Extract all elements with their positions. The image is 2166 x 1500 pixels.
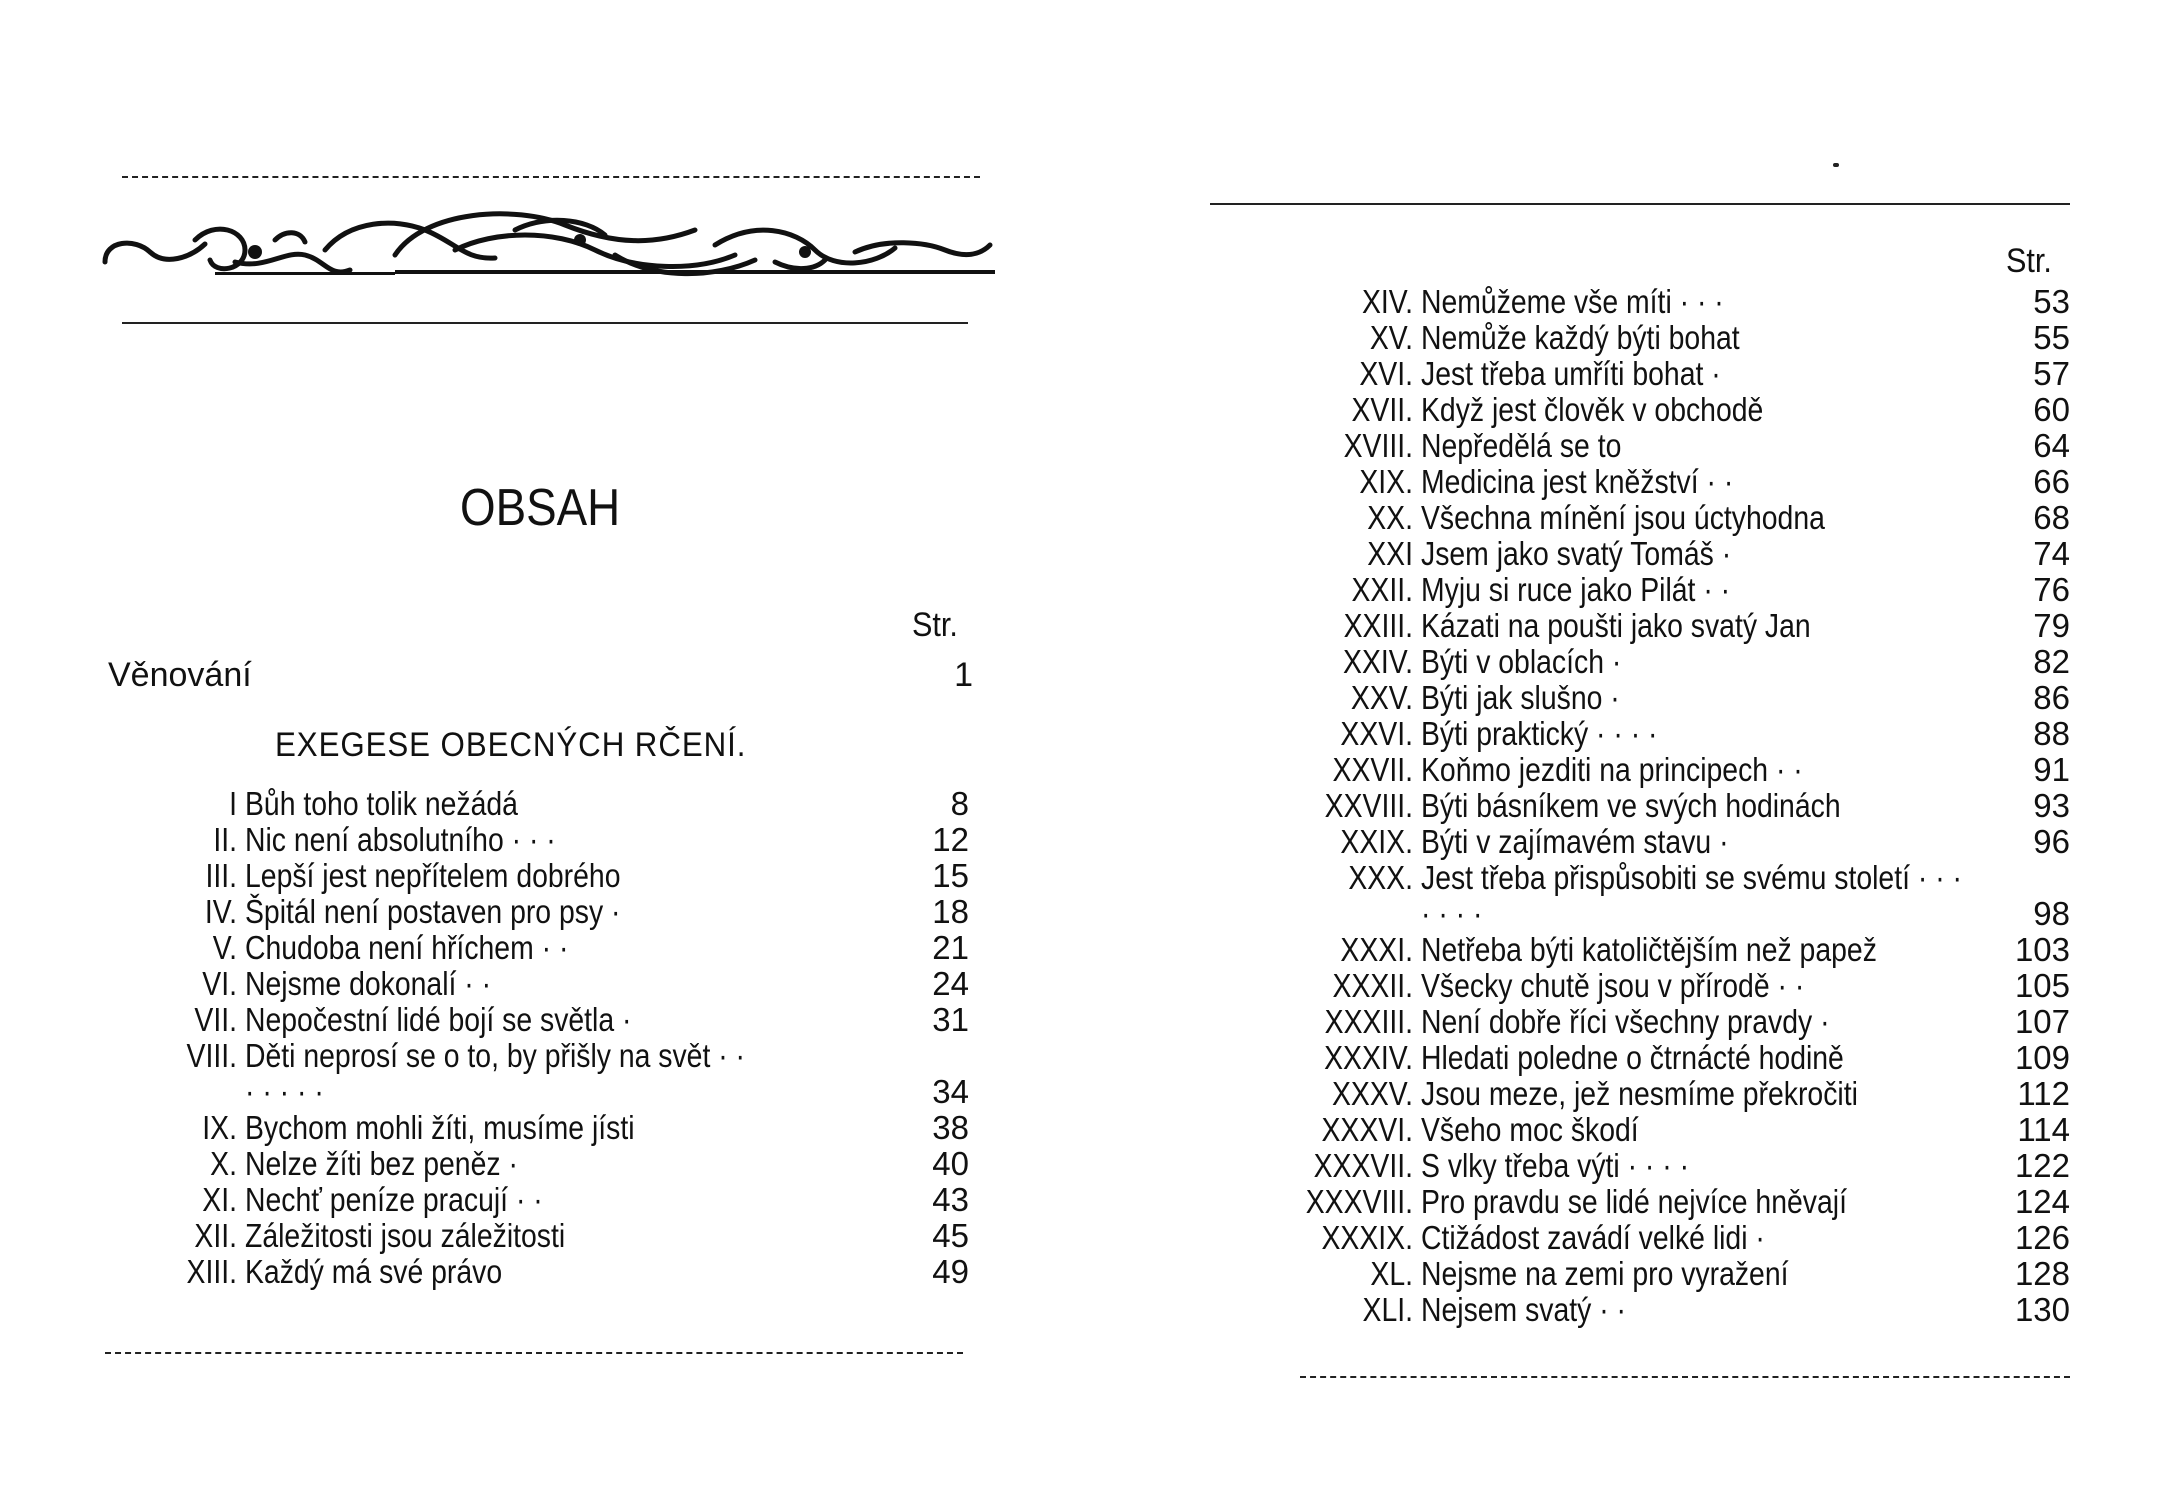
chapter-title: Myju si ruce jako Pilát · · [1421,571,1731,608]
page-number: 55 [2033,319,2070,356]
page-number: 34 [932,1073,969,1110]
toc-entry [65,1110,969,1146]
toc-entry [1083,680,2070,716]
page-number: 57 [2033,355,2070,392]
page-column-heading: Str. [2006,242,2052,280]
chapter-title: Nejsme dokonalí · · [245,965,492,1002]
page-number: 107 [2014,1003,2070,1040]
chapter-title: Když jest člověk v obchodě [1421,391,1764,428]
chapter-title: Špitál není postaven pro psy · [245,893,621,930]
chapter-number: XVI. [1359,355,1413,392]
chapter-number: XXXVI. [1321,1111,1413,1148]
toc-entry [1083,608,2070,644]
toc-entry [65,1254,969,1290]
chapter-number: XV. [1369,319,1413,356]
toc-entry [65,1002,969,1038]
chapter-title: Nemůžeme vše míti · · · [1421,283,1724,320]
page-number: 126 [2014,1219,2070,1256]
toc-entry [65,1038,969,1110]
chapter-title: S vlky třeba výti · · · · [1421,1147,1690,1184]
chapter-title: Nemůže každý býti bohat [1421,319,1740,356]
toc-entry [65,822,969,858]
page-number: 109 [2014,1039,2070,1076]
chapter-title: Kázati na poušti jako svatý Jan [1421,607,1811,644]
page-number: 130 [2014,1291,2070,1328]
chapter-title: Nepředělá se to [1421,427,1622,464]
toc-entry [65,786,969,822]
page-number: 93 [2033,787,2070,824]
toc-entry [1083,752,2070,788]
chapter-title: Lepší jest nepřítelem dobrého [245,857,621,894]
chapter-number: XL. [1370,1255,1413,1292]
chapter-title: Každý má své právo [245,1253,503,1290]
chapter-number: XXXIX. [1321,1219,1413,1256]
ornament-bottom-rule [122,322,968,324]
chapter-number: XXV. [1350,679,1413,716]
dedication-entry [108,656,973,695]
page-number: 124 [2014,1183,2070,1220]
ornament-vignette [95,200,995,300]
page-number: 12 [932,821,969,858]
page-number: 49 [932,1253,969,1290]
toc-entry [1083,284,2070,320]
chapter-number: XXXVIII. [1305,1183,1413,1220]
toc-entry [1083,1112,2070,1148]
chapter-number: I [229,785,237,822]
chapter-number: XVII. [1351,391,1413,428]
chapter-number: IX. [202,1109,237,1146]
page-number: 88 [2033,715,2070,752]
chapter-number: XXVI. [1340,715,1413,752]
toc-entry [1083,788,2070,824]
print-speck [1833,163,1839,167]
page-number: 45 [932,1217,969,1254]
chapter-title: Není dobře říci všechny pravdy · [1421,1003,1830,1040]
page-number: 74 [2033,535,2070,572]
toc-entry [65,1146,969,1182]
page-number: 40 [932,1145,969,1182]
page-number: 31 [932,1001,969,1038]
chapter-number: XIX. [1359,463,1413,500]
section-title: EXEGESE OBECNÝCH RČENÍ. [275,726,747,764]
chapter-title: Ctižádost zavádí velké lidi · [1421,1219,1765,1256]
page-number: 68 [2033,499,2070,536]
chapter-number: VI. [202,965,237,1002]
chapter-title: Býti v zajímavém stavu · [1421,823,1729,860]
bottom-rule [1300,1376,2070,1378]
chapter-number: XVIII. [1343,427,1413,464]
page-number: 86 [2033,679,2070,716]
chapter-number: XIV. [1361,283,1413,320]
chapter-number: XXXV. [1331,1075,1413,1112]
chapter-title: Netřeba býti katoličtějším než papež [1421,931,1877,968]
chapter-number: XXVIII. [1324,787,1413,824]
chapter-title: Býti v oblacích · [1421,643,1622,680]
chapter-number: III. [205,857,237,894]
chapter-number: XXX. [1348,859,1413,896]
toc-entry [1083,500,2070,536]
toc-entry [1083,1004,2070,1040]
toc-entry [1083,1292,2070,1328]
toc-entry [65,858,969,894]
toc-list-left [65,786,969,1290]
page-number: 24 [932,965,969,1002]
page-number: 76 [2033,571,2070,608]
chapter-title: Nejsem svatý · · [1421,1291,1627,1328]
chapter-number: XXI [1367,535,1413,572]
toc-entry [65,930,969,966]
chapter-title: Koňmo jezditi na principech · · [1421,751,1803,788]
page-number: 103 [2014,931,2070,968]
toc-entry [1083,356,2070,392]
toc-entry [1083,1184,2070,1220]
dedication-label: Věnování [108,656,252,694]
toc-entry [1083,572,2070,608]
toc-entry [1083,1220,2070,1256]
toc-entry [1083,716,2070,752]
chapter-title: Jsem jako svatý Tomáš · [1421,535,1732,572]
toc-entry [1083,860,2070,932]
page-number: 114 [2017,1111,2070,1148]
page-number: 15 [932,857,969,894]
chapter-title: Nechť peníze pracují · · [245,1181,543,1218]
toc-entry [1083,392,2070,428]
page-number: 128 [2014,1255,2070,1292]
toc-entry [1083,428,2070,464]
toc-entry [1083,320,2070,356]
chapter-title: Nelze žíti bez peněz · [245,1145,518,1182]
page-number: 18 [932,893,969,930]
chapter-title: Medicina jest kněžství · · [1421,463,1734,500]
page-title: OBSAH [460,479,621,537]
chapter-title: Záležitosti jsou záležitosti [245,1217,566,1254]
toc-entry [1083,824,2070,860]
page-number: 53 [2033,283,2070,320]
page-number: 38 [932,1109,969,1146]
chapter-title: Nejsme na zemi pro vyražení [1421,1255,1789,1292]
toc-entry [1083,1256,2070,1292]
toc-entry [1083,536,2070,572]
toc-entry [1083,464,2070,500]
chapter-title: Chudoba není hříchem · · [245,929,569,966]
page-number: 91 [2033,751,2070,788]
top-rule [1210,203,2070,205]
chapter-title: Děti neprosí se o to, by přišly na svět · · · · · · · [245,1037,746,1110]
page-number: 64 [2033,427,2070,464]
chapter-number: XXVII. [1332,751,1413,788]
chapter-title: Všechna mínění jsou úctyhodna [1421,499,1825,536]
page-number: 82 [2033,643,2070,680]
chapter-title: Hledati poledne o čtrnácté hodině [1421,1039,1844,1076]
chapter-title: Všecky chutě jsou v přírodě · · [1421,967,1805,1004]
chapter-title: Býti básníkem ve svých hodinách [1421,787,1841,824]
page-number: 79 [2033,607,2070,644]
chapter-title: Jsou meze, jež nesmíme překročiti [1421,1075,1858,1112]
toc-entry [1083,644,2070,680]
chapter-number: XXXII. [1332,967,1413,1004]
chapter-number: XXXVII. [1313,1147,1413,1184]
page-number: 66 [2033,463,2070,500]
chapter-title: Nic není absolutního · · · [245,821,556,858]
page-number: 21 [932,929,969,966]
chapter-number: XXIII. [1343,607,1413,644]
chapter-title: Jest třeba umříti bohat · [1421,355,1721,392]
toc-entry [65,894,969,930]
chapter-title: Býti praktický · · · · [1421,715,1658,752]
toc-entry [65,966,969,1002]
chapter-number: XXIV. [1343,643,1413,680]
chapter-number: XXXI. [1340,931,1413,968]
chapter-title: Bychom mohli žíti, musíme jísti [245,1109,635,1146]
chapter-number: IV. [204,893,237,930]
chapter-title: Bůh toho tolik nežádá [245,785,518,822]
toc-entry [1083,932,2070,968]
chapter-number: XI. [202,1181,237,1218]
chapter-number: XXIX. [1340,823,1413,860]
chapter-number: XXXIV. [1324,1039,1413,1076]
toc-entry [1083,968,2070,1004]
page-number: 98 [2033,895,2070,932]
chapter-number: XXXIII. [1324,1003,1413,1040]
page-number: 105 [2014,967,2070,1004]
page-number: 60 [2033,391,2070,428]
chapter-title: Všeho moc škodí [1421,1111,1639,1148]
page-number: 96 [2033,823,2070,860]
page-number: 43 [932,1181,969,1218]
chapter-number: II. [213,821,237,858]
chapter-number: X. [210,1145,237,1182]
toc-entry [65,1182,969,1218]
chapter-title: Pro pravdu se lidé nejvíce hněvají [1421,1183,1847,1220]
toc-entry [1083,1040,2070,1076]
top-rule [122,176,980,178]
page-column-heading: Str. [912,606,958,644]
bottom-rule [105,1352,963,1354]
page-number: 112 [2017,1075,2070,1112]
chapter-title: Býti jak slušno · [1421,679,1620,716]
chapter-number: XXII. [1351,571,1413,608]
chapter-number: VII. [194,1001,237,1038]
chapter-number: V. [212,929,237,966]
chapter-number: XIII. [186,1253,237,1290]
right-page [1083,0,2166,1500]
chapter-number: XLI. [1362,1291,1413,1328]
page-number: 122 [2014,1147,2070,1184]
page-number: 8 [950,785,969,822]
chapter-number: XX. [1367,499,1413,536]
chapter-number: VIII. [186,1037,237,1074]
chapter-number: XII. [194,1217,237,1254]
toc-entry [1083,1148,2070,1184]
chapter-title: Jest třeba přispůsobiti se svému století · · · · · · · [1421,859,1962,932]
toc-list-right [1083,284,2070,1328]
dedication-page: 1 [954,656,973,694]
toc-entry [65,1218,969,1254]
toc-entry [1083,1076,2070,1112]
chapter-title: Nepočestní lidé bojí se světla · [245,1001,632,1038]
